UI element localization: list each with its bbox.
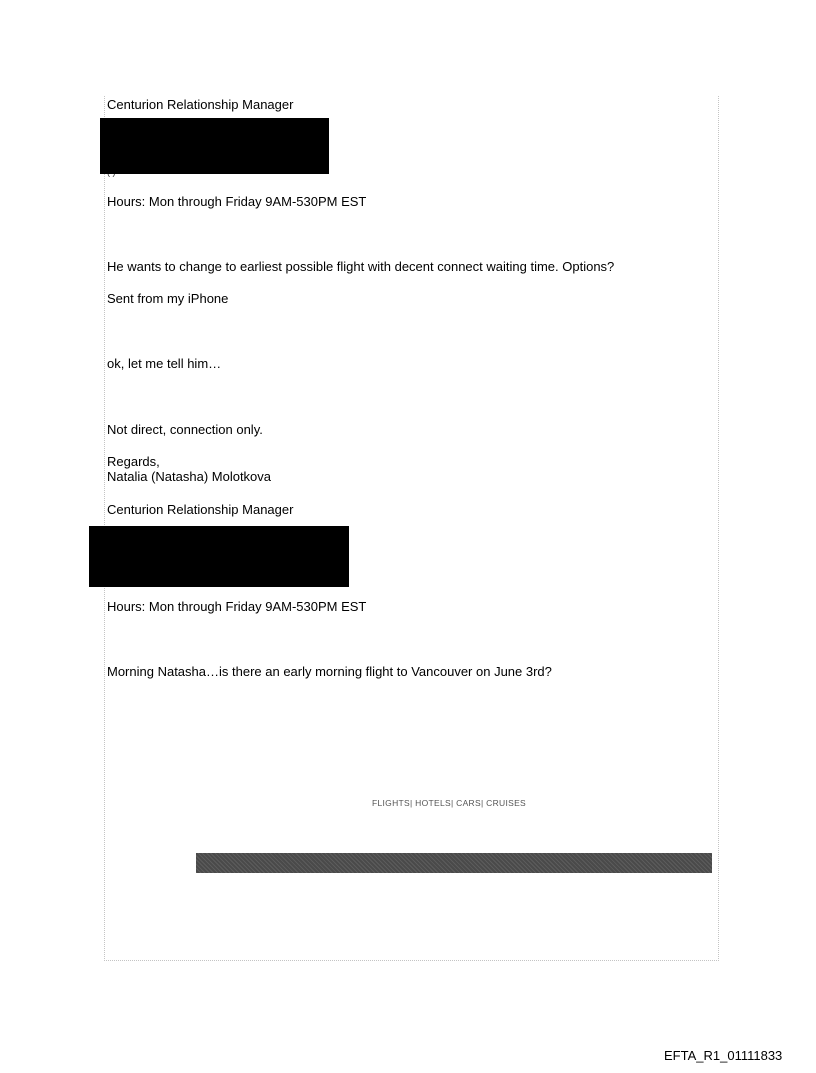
document-id: EFTA_R1_01111833: [664, 1048, 783, 1063]
sent-from-line: Sent from my iPhone: [107, 291, 229, 306]
message-text: Not direct, connection only.: [107, 422, 263, 437]
signature-title: Centurion Relationship Manager: [107, 97, 294, 112]
banner-image: [196, 853, 712, 873]
redaction-block: [89, 526, 349, 587]
office-hours: Hours: Mon through Friday 9AM-530PM EST: [107, 599, 367, 614]
regards-line: Regards,: [107, 454, 160, 469]
signature-title: Centurion Relationship Manager: [107, 502, 294, 517]
message-text: He wants to change to earliest possible flight with decent connect waiting time. Options?: [107, 259, 615, 274]
office-hours: Hours: Mon through Friday 9AM-530PM EST: [107, 194, 367, 209]
sender-name: Natalia (Natasha) Molotkova: [107, 469, 272, 484]
message-text: ok, let me tell him…: [107, 356, 222, 371]
footer-links: FLIGHTS| HOTELS| CARS| CRUISES: [372, 798, 527, 808]
redaction-block: [100, 118, 329, 174]
message-text: Morning Natasha…is there an early morning flight to Vancouver on June 3rd?: [107, 664, 552, 679]
